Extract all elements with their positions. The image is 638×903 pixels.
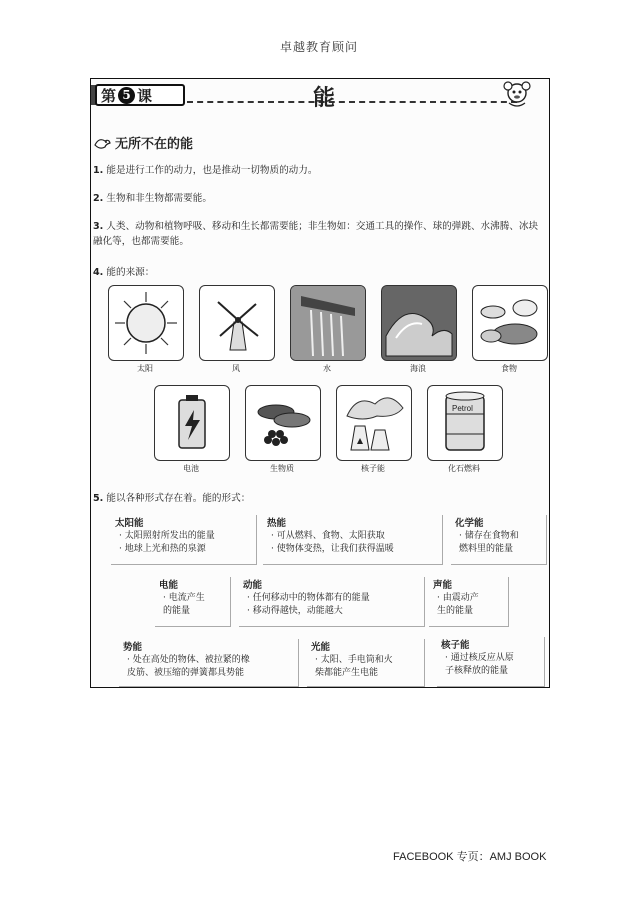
form-line: 生的能量 xyxy=(437,606,474,616)
food-icon xyxy=(473,286,547,360)
energy-form-chemical xyxy=(451,515,547,565)
form-name: 化学能 xyxy=(455,518,484,529)
item-text: 能是进行工作的动力，也是推动一切物质的动力。 xyxy=(106,165,318,176)
item-text: 生物和非生物都需要能。 xyxy=(106,193,212,204)
oil-barrel-icon xyxy=(428,386,502,460)
form-name: 太阳能 xyxy=(115,518,144,529)
energy-form-electric xyxy=(155,577,231,627)
source-fossil-card xyxy=(427,385,503,461)
section-title-text: 无所不在的能 xyxy=(115,137,194,152)
form-name: 势能 xyxy=(123,642,143,653)
nuclear-plant-icon xyxy=(337,386,411,460)
form-line: · 通过核反应从原 xyxy=(445,653,514,663)
lesson-title-bar xyxy=(91,79,549,111)
source-water-card xyxy=(290,285,366,361)
form-name: 声能 xyxy=(433,580,453,591)
source-label: 生物质 xyxy=(270,464,294,473)
energy-form-heat xyxy=(263,515,443,565)
form-line: · 移动得越快，动能越大 xyxy=(247,606,343,616)
energy-form-light xyxy=(307,639,425,687)
footer-facebook-page: FACEBOOK 专页：AMJ BOOK xyxy=(393,851,547,863)
form-line: · 电流产生 xyxy=(163,593,205,603)
item-text: 能以各种形式存在着。能的形式： xyxy=(106,493,251,504)
form-line: 柴都能产生电能 xyxy=(315,668,379,678)
form-line: · 太阳、手电筒和火 xyxy=(315,655,393,665)
form-line: · 处在高处的物体、被拉紧的橡 xyxy=(127,655,250,665)
scanned-page xyxy=(90,78,550,688)
lesson-number-box xyxy=(95,84,185,106)
form-name: 电能 xyxy=(159,580,179,591)
section-title xyxy=(93,133,193,152)
form-line: · 任何移动中的物体都有的能量 xyxy=(247,593,370,603)
form-line: 皮筋、被压缩的弹簧都具势能 xyxy=(127,668,245,678)
source-biomass-card xyxy=(245,385,321,461)
item-5 xyxy=(93,491,545,506)
form-line: · 太阳照射所发出的能量 xyxy=(119,531,215,541)
form-line: · 地球上光和热的泉源 xyxy=(119,544,206,554)
item-number: 2. xyxy=(93,193,104,204)
form-name: 动能 xyxy=(243,580,263,591)
form-line: · 由震动产 xyxy=(437,593,479,603)
item-2 xyxy=(93,191,545,206)
source-label: 水 xyxy=(323,364,331,373)
form-line: 燃料里的能量 xyxy=(459,544,514,554)
item-number: 5. xyxy=(93,493,104,504)
lesson-title: 能 xyxy=(313,85,336,111)
source-sun-card xyxy=(108,285,184,361)
source-wave-card xyxy=(381,285,457,361)
source-label: 核子能 xyxy=(361,464,385,473)
form-line: · 可从燃料、食物、太阳获取 xyxy=(271,531,385,541)
waterfall-icon xyxy=(291,286,365,360)
energy-form-kinetic xyxy=(239,577,425,627)
item-text: 能的来源： xyxy=(106,267,155,278)
item-number: 4. xyxy=(93,267,104,278)
form-line: 的能量 xyxy=(163,606,191,616)
header-site-name: 卓越教育顾问 xyxy=(279,40,358,54)
lesson-label: 第 xyxy=(101,86,117,105)
item-4 xyxy=(93,265,545,280)
title-divider xyxy=(187,101,517,103)
source-label: 食物 xyxy=(501,364,517,373)
source-nuclear-card xyxy=(336,385,412,461)
source-food-card xyxy=(472,285,548,361)
petrol-label: Petrol xyxy=(452,404,473,413)
item-text: 人类、动物和植物呼吸、移动和生长都需要能；非生物如：交通工具的操作、球的弹跳、水沸腾、冰块融化等，也都需要能。 xyxy=(93,221,539,247)
source-wind-card xyxy=(199,285,275,361)
source-label: 电池 xyxy=(183,464,199,473)
sun-icon xyxy=(109,286,183,360)
source-label: 太阳 xyxy=(137,364,153,373)
energy-form-solar xyxy=(111,515,257,565)
energy-form-sound xyxy=(429,577,509,627)
source-battery-card xyxy=(154,385,230,461)
windmill-icon xyxy=(200,286,274,360)
form-name: 热能 xyxy=(267,518,287,529)
energy-form-nuclear xyxy=(437,637,545,687)
item-1 xyxy=(93,163,545,178)
item-number: 1. xyxy=(93,165,104,176)
form-line: 子核释放的能量 xyxy=(445,666,509,676)
source-label: 风 xyxy=(232,364,240,373)
source-label: 化石燃料 xyxy=(448,464,480,473)
form-name: 核子能 xyxy=(441,640,470,651)
item-number: 3. xyxy=(93,221,104,232)
form-line: · 使物体变热，让我们获得温暖 xyxy=(271,544,394,554)
lesson-suffix: 课 xyxy=(137,86,153,105)
form-name: 光能 xyxy=(311,642,331,653)
energy-form-potential xyxy=(119,639,299,687)
battery-icon xyxy=(155,386,229,460)
item-3 xyxy=(93,219,545,249)
mascot-icon xyxy=(499,81,535,109)
form-line: · 储存在食物和 xyxy=(459,531,519,541)
source-label: 海浪 xyxy=(410,364,426,373)
wave-icon xyxy=(382,286,456,360)
biomass-icon xyxy=(246,386,320,460)
bird-icon xyxy=(93,135,111,151)
lesson-number: 5 xyxy=(118,87,135,104)
